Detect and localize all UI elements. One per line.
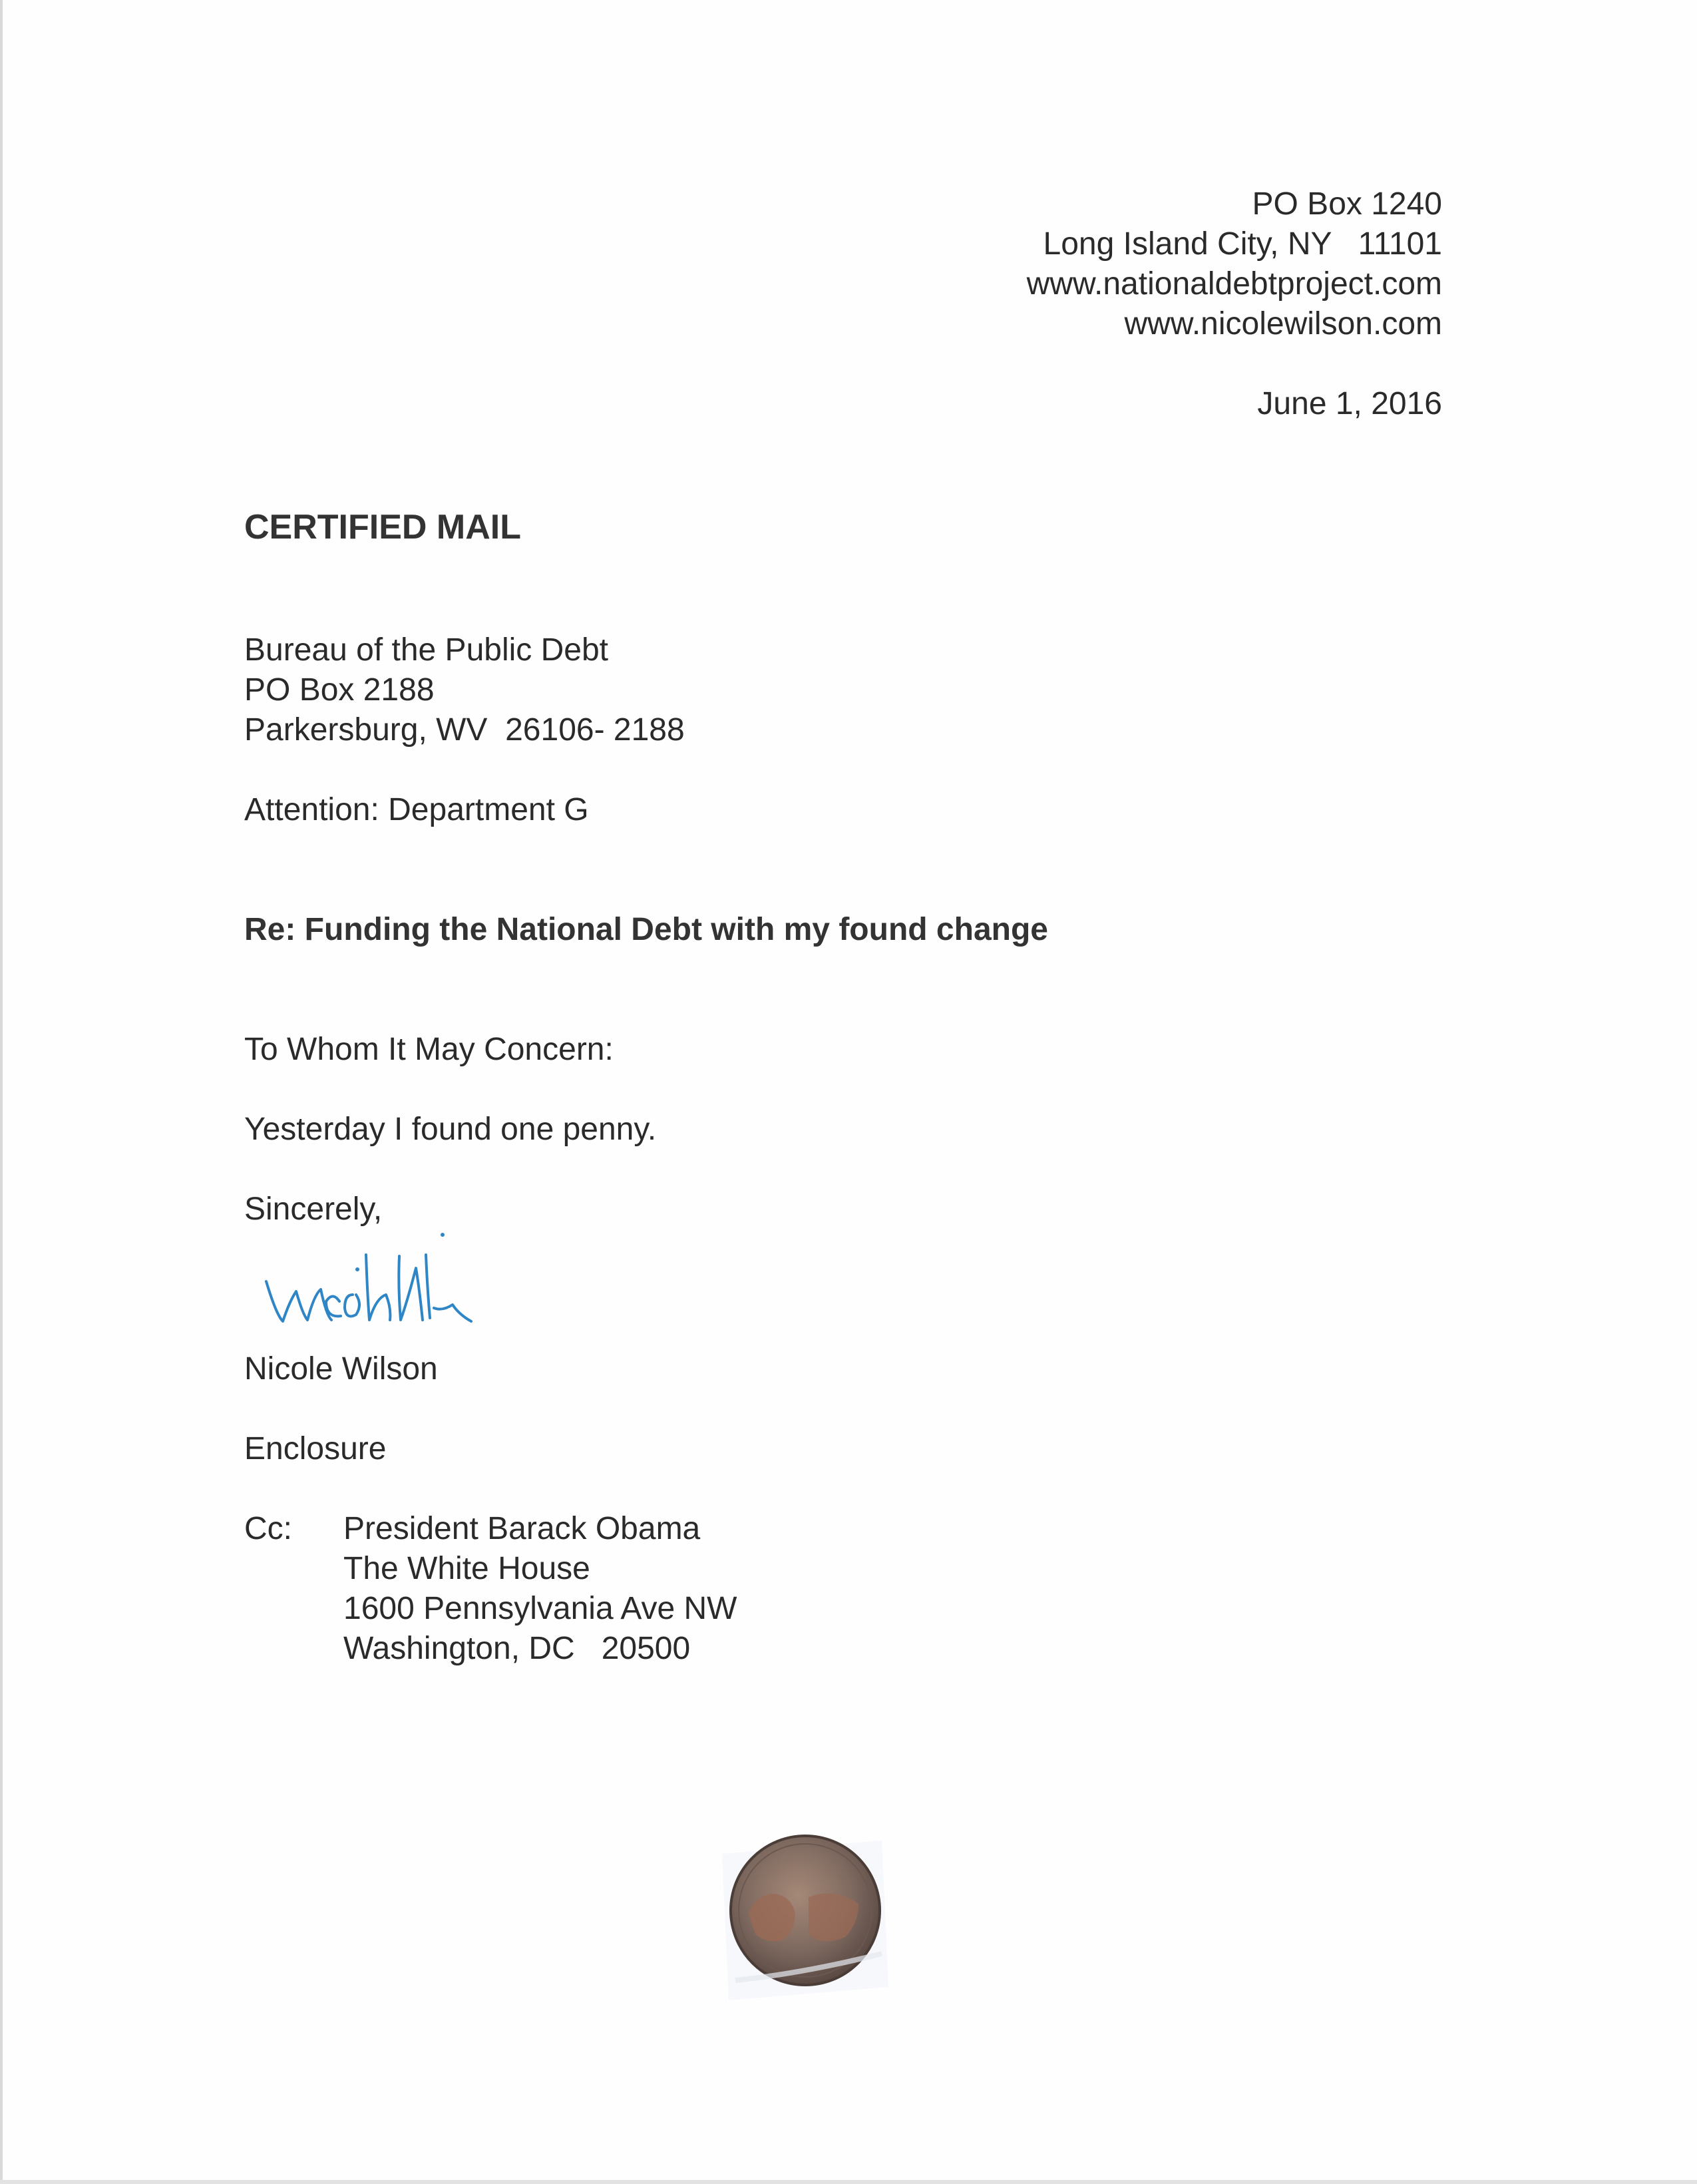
scan-edge bbox=[0, 0, 3, 2184]
salutation: To Whom It May Concern: bbox=[244, 1032, 614, 1067]
sender-address-line-1: PO Box 1240 bbox=[1252, 186, 1442, 222]
penny-image bbox=[709, 1814, 895, 2014]
cc-address-line-3: Washington, DC 20500 bbox=[343, 1631, 691, 1666]
closing: Sincerely, bbox=[244, 1192, 383, 1227]
sender-website-1: www.nationaldebtproject.com bbox=[1026, 266, 1442, 302]
letter-date: June 1, 2016 bbox=[1257, 386, 1442, 421]
sender-address-line-2: Long Island City, NY 11101 bbox=[1043, 226, 1442, 262]
recipient-address-line-2: Parkersburg, WV 26106- 2188 bbox=[244, 712, 685, 748]
subject-line: Re: Funding the National Debt with my found change bbox=[244, 912, 1048, 947]
body-text: Yesterday I found one penny. bbox=[244, 1112, 657, 1147]
attention-line: Attention: Department G bbox=[244, 792, 589, 827]
cc-label: Cc: bbox=[244, 1511, 292, 1546]
recipient-name: Bureau of the Public Debt bbox=[244, 632, 609, 668]
signature-image bbox=[260, 1228, 579, 1335]
recipient-address-line-1: PO Box 2188 bbox=[244, 672, 435, 708]
cc-address-line-2: 1600 Pennsylvania Ave NW bbox=[343, 1591, 737, 1626]
scan-edge-bottom bbox=[0, 2180, 1697, 2184]
enclosure-note: Enclosure bbox=[244, 1431, 387, 1466]
signer-name: Nicole Wilson bbox=[244, 1351, 438, 1387]
cc-name: President Barack Obama bbox=[343, 1511, 701, 1546]
cc-address-line-1: The White House bbox=[343, 1551, 590, 1586]
sender-website-2: www.nicolewilson.com bbox=[1124, 306, 1442, 341]
certified-mail-heading: CERTIFIED MAIL bbox=[244, 508, 521, 546]
